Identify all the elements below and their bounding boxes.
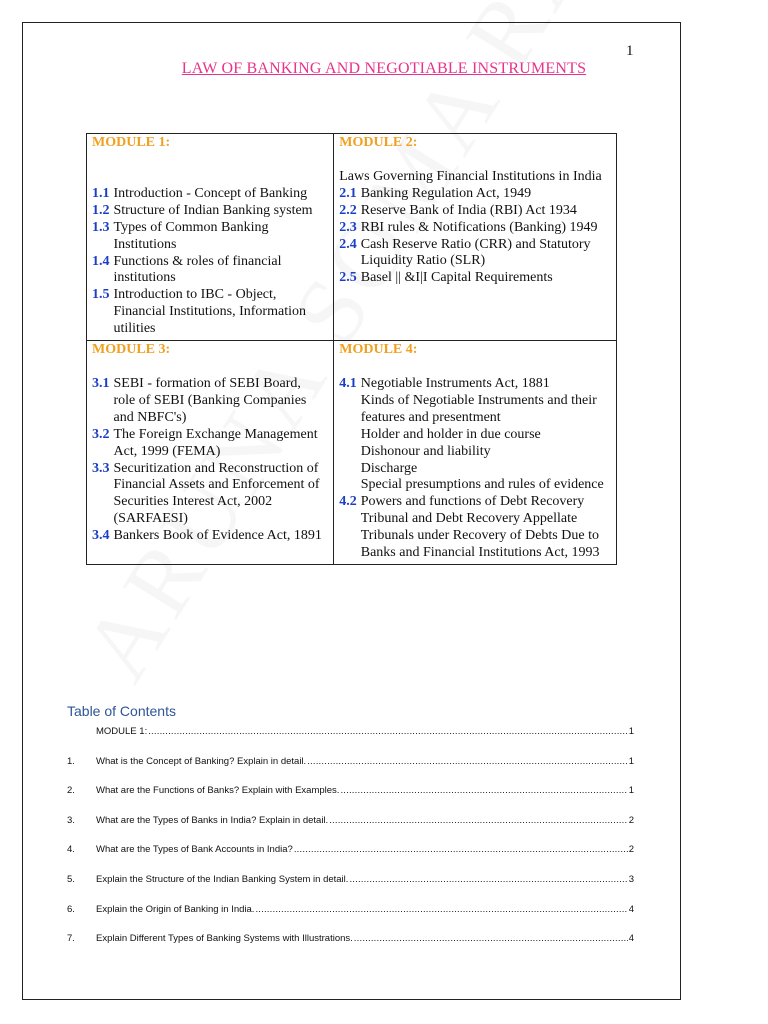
item-number: 3.2 (92, 426, 110, 442)
module-1-cell (87, 134, 334, 341)
module-intro: Laws Governing Financial Institutions in India (339, 168, 602, 184)
item-line: Financial Institutions, Information (113, 304, 306, 320)
module-item (92, 254, 328, 288)
item-text (361, 270, 553, 287)
module-item (339, 270, 611, 287)
toc-entry-page: 4 (628, 903, 634, 915)
item-line: Institutions (113, 236, 177, 252)
item-text (114, 528, 322, 545)
toc-entry-link[interactable] (96, 785, 634, 796)
toc-title: Table of Contents (67, 703, 176, 719)
module-item (92, 220, 328, 254)
item-line: The Foreign Exchange Management (113, 426, 318, 442)
item-number: 1.4 (92, 253, 110, 269)
module-3-cell (87, 341, 334, 565)
item-line: Discharge (360, 460, 418, 476)
item-text (114, 287, 306, 338)
module-item (92, 203, 328, 220)
toc-entry-page: 1 (628, 755, 634, 767)
item-text (114, 220, 269, 254)
item-line: Special presumptions and rules of evidence (360, 477, 604, 493)
item-text (361, 376, 604, 494)
item-line: Act, 1999 (FEMA) (113, 443, 221, 459)
module-item (92, 528, 328, 545)
toc-entry-number: 1. (67, 755, 75, 767)
module-heading: MODULE 2: (339, 135, 418, 150)
item-line: Holder and holder in due course (360, 426, 541, 442)
item-number: 2.3 (339, 219, 357, 235)
item-text (114, 461, 320, 529)
item-line: Basel || &I|I Capital Requirements (360, 270, 553, 286)
toc-entry-title: Explain Different Types of Banking Systems with Illustrations. (96, 933, 353, 945)
toc-leader-dots (255, 904, 627, 915)
toc-entry-title: What are the Types of Bank Accounts in India? (96, 844, 293, 856)
item-line: Types of Common Banking (113, 219, 269, 235)
item-text (361, 237, 591, 271)
item-number: 2.4 (339, 236, 357, 252)
module-2-cell (334, 134, 617, 341)
toc-entry-title: What are the Types of Banks in India? Explain in detail. (96, 814, 329, 826)
item-line: Introduction - Concept of Banking (113, 185, 308, 201)
module-heading: MODULE 1: (92, 135, 171, 150)
item-number: 2.5 (339, 270, 357, 286)
toc-entry-link[interactable] (96, 904, 634, 915)
module-heading: MODULE 4: (339, 342, 418, 358)
toc-entry-page: 4 (628, 933, 634, 945)
item-number: 4.1 (339, 375, 357, 391)
toc-entry-number: 7. (67, 933, 75, 945)
item-line: role of SEBI (Banking Companies (113, 392, 307, 408)
toc-entry-number: 3. (67, 814, 75, 826)
item-number: 2.2 (339, 202, 357, 218)
toc-entry-page: 1 (628, 785, 634, 797)
item-text (361, 203, 577, 220)
item-line: Cash Reserve Ratio (CRR) and Statutory (360, 236, 591, 252)
toc-entry-link[interactable] (96, 933, 634, 944)
item-text (361, 494, 600, 562)
document-title: LAW OF BANKING AND NEGOTIABLE INSTRUMENTS (181, 60, 587, 77)
toc-entry-title: MODULE 1: (96, 726, 148, 737)
item-line: Financial Assets and Enforcement of (113, 477, 320, 493)
item-number: 1.2 (92, 202, 110, 218)
item-line: Kinds of Negotiable Instruments and their (360, 392, 597, 408)
item-text (114, 186, 308, 203)
item-line: Functions & roles of financial (113, 253, 282, 269)
toc-entry-link[interactable] (96, 874, 634, 885)
item-text (361, 186, 531, 203)
toc-entry-link[interactable] (96, 726, 634, 737)
module-item (92, 287, 328, 338)
item-number: 4.2 (339, 494, 357, 510)
item-line: Tribunal and Debt Recovery Appellate (360, 511, 578, 527)
item-line: Negotiable Instruments Act, 1881 (360, 375, 550, 391)
item-line: Banking Regulation Act, 1949 (360, 185, 532, 201)
module-item (339, 376, 611, 494)
module-item (339, 203, 611, 220)
toc-leader-dots (294, 844, 628, 855)
toc-entry-title: What are the Functions of Banks? Explain with Examples. (96, 785, 340, 797)
item-line: features and presentment (360, 409, 501, 425)
item-line: (SARFAESI) (113, 511, 188, 527)
item-line: Reserve Bank of India (RBI) Act 1934 (360, 202, 577, 218)
item-text (361, 220, 598, 237)
toc-entry-number: 2. (67, 785, 75, 797)
item-line: Powers and functions of Debt Recovery (360, 494, 585, 510)
toc-entry-link[interactable] (96, 756, 634, 767)
item-number: 3.1 (92, 375, 110, 391)
module-item (92, 186, 328, 203)
item-line: institutions (113, 270, 176, 286)
toc-leader-dots (340, 785, 627, 796)
toc-entry-page: 2 (628, 844, 634, 856)
toc-entry-link[interactable] (96, 844, 634, 855)
module-item (92, 461, 328, 529)
toc-entry-number: 5. (67, 874, 75, 885)
module-item (339, 494, 611, 562)
module-item (339, 237, 611, 271)
toc-entry-title: Explain the Structure of the Indian Banking System in detail. (96, 874, 349, 885)
item-line: utilities (113, 321, 156, 337)
page-number: 1 (626, 43, 634, 59)
item-number: 3.3 (92, 460, 110, 476)
toc-entry-page: 3 (628, 874, 634, 885)
item-line: RBI rules & Notifications (Banking) 1949 (360, 219, 598, 235)
toc-leader-dots (307, 756, 628, 767)
toc-entry-number: 4. (67, 844, 75, 856)
item-number: 3.4 (92, 528, 110, 544)
item-text (114, 376, 307, 427)
item-line: SEBI - formation of SEBI Board, (113, 375, 301, 391)
item-text (114, 203, 313, 220)
item-line: Securities Interest Act, 2002 (113, 494, 273, 510)
item-number: 2.1 (339, 185, 357, 201)
toc-entry-link[interactable] (96, 815, 634, 826)
toc-entry-title: What is the Concept of Banking? Explain in detail. (96, 755, 307, 767)
item-line: Dishonour and liability (360, 443, 491, 459)
item-line: Tribunals under Recovery of Debts Due to (360, 528, 599, 544)
modules-table (86, 133, 617, 565)
module-item (339, 220, 611, 237)
item-text (114, 427, 318, 461)
module-item (92, 376, 328, 427)
module-heading: MODULE 3: (92, 342, 171, 358)
module-item (339, 186, 611, 203)
item-line: Introduction to IBC - Object, (113, 287, 277, 303)
toc-entry-page: 2 (628, 814, 634, 826)
item-line: Securitization and Reconstruction of (113, 460, 319, 476)
toc-leader-dots (349, 874, 627, 885)
item-text (114, 254, 282, 288)
item-line: and NBFC's) (113, 409, 187, 425)
item-number: 1.1 (92, 185, 110, 201)
module-item (92, 427, 328, 461)
item-line: Banks and Financial Institutions Act, 1993 (360, 545, 600, 561)
toc-entry-title: Explain the Origin of Banking in India. (96, 903, 255, 915)
toc-entry-number: 6. (67, 903, 75, 915)
item-line: Structure of Indian Banking system (113, 202, 313, 218)
toc-entry-page: 1 (628, 726, 634, 737)
toc-leader-dots (329, 815, 628, 826)
item-number: 1.5 (92, 287, 110, 303)
item-number: 1.3 (92, 219, 110, 235)
item-line: Bankers Book of Evidence Act, 1891 (113, 528, 322, 544)
toc-leader-dots (148, 726, 627, 737)
item-line: Liquidity Ratio (SLR) (360, 253, 486, 269)
module-4-cell (334, 341, 617, 565)
toc-leader-dots (354, 933, 628, 944)
